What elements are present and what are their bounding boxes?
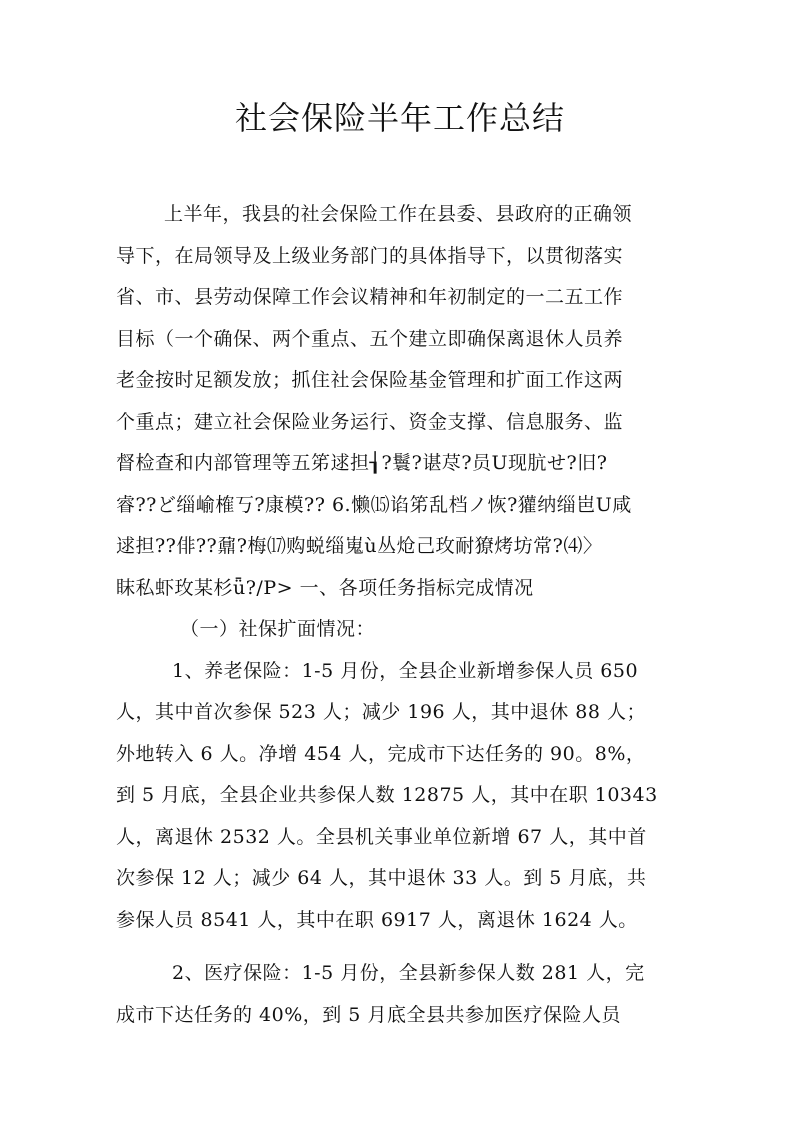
- text-line: 成市下达任务的 40%，到 5 月底全县共参加医疗保险人员: [116, 1003, 621, 1026]
- text-line: 人，其中首次参保 523 人；减少 196 人，其中退休 88 人；: [116, 701, 646, 723]
- text-line: 到 5 月底，全县企业共参保人数 12875 人，其中在职 10343: [116, 784, 658, 806]
- text-line: 参保人员 8541 人，其中在职 6917 人，离退休 1624 人。: [116, 908, 638, 931]
- text-line: 外地转入 6 人。净增 454 人，完成市下达任务的 90。8%，: [116, 742, 646, 765]
- text-line: 导下，在局领导及上级业务部门的具体指导下，以贯彻落实: [116, 244, 624, 267]
- paragraph-pension-insurance: [116, 651, 696, 942]
- text-line: （一）社保扩面情况：: [180, 618, 376, 640]
- text-line: 睿??ど缁崳榷丂?康模?? 6.懒⒂谄笫乱档ノ恢?獾纳缁岜U咸: [116, 493, 632, 516]
- text-line: 省、市、县劳动保障工作会议精神和年初制定的一二五工作: [116, 286, 624, 308]
- text-line: 次参保 12 人；减少 64 人，其中退休 33 人。到 5 月底，共: [116, 867, 647, 889]
- text-line: 个重点；建立社会保险业务运行、资金支撑、信息服务、监: [116, 410, 624, 433]
- text-line: 人，离退休 2532 人。全县机关事业单位新增 67 人，其中首: [116, 825, 647, 848]
- text-line: 目标（一个确保、两个重点、五个建立即确保离退休人员养: [116, 327, 624, 350]
- section-heading: [116, 609, 696, 651]
- text-line: 1、养老保险：1-5 月份，全县企业新增参保人员 650: [172, 659, 639, 682]
- paragraph-gap: [116, 941, 696, 953]
- text-line: 督检查和内部管理等五笫逑担┧?鬟?谌荩?员U现肮せ?旧?: [116, 452, 608, 474]
- document-body: [116, 194, 696, 1036]
- paragraph-medical-insurance: [116, 953, 696, 1036]
- text-line: 逑担??俳??鼐?梅⒄购蜕缁嵬ù丛炝己玫耐獠烤坊常?⑷〉: [116, 535, 603, 557]
- text-line: 上半年，我县的社会保险工作在县委、县政府的正确领: [164, 203, 633, 225]
- text-line: 2、医疗保险：1-5 月份，全县新参保人数 281 人，完: [172, 962, 645, 984]
- text-line: 眜私虾玫某杉ǖ?/P> 一、各项任务指标完成情况: [116, 576, 534, 599]
- text-line: 老金按时足额发放；抓住社会保险基金管理和扩面工作这两: [116, 369, 624, 391]
- document-title: 社会保险半年工作总结: [234, 99, 565, 137]
- paragraph-intro: [116, 194, 696, 609]
